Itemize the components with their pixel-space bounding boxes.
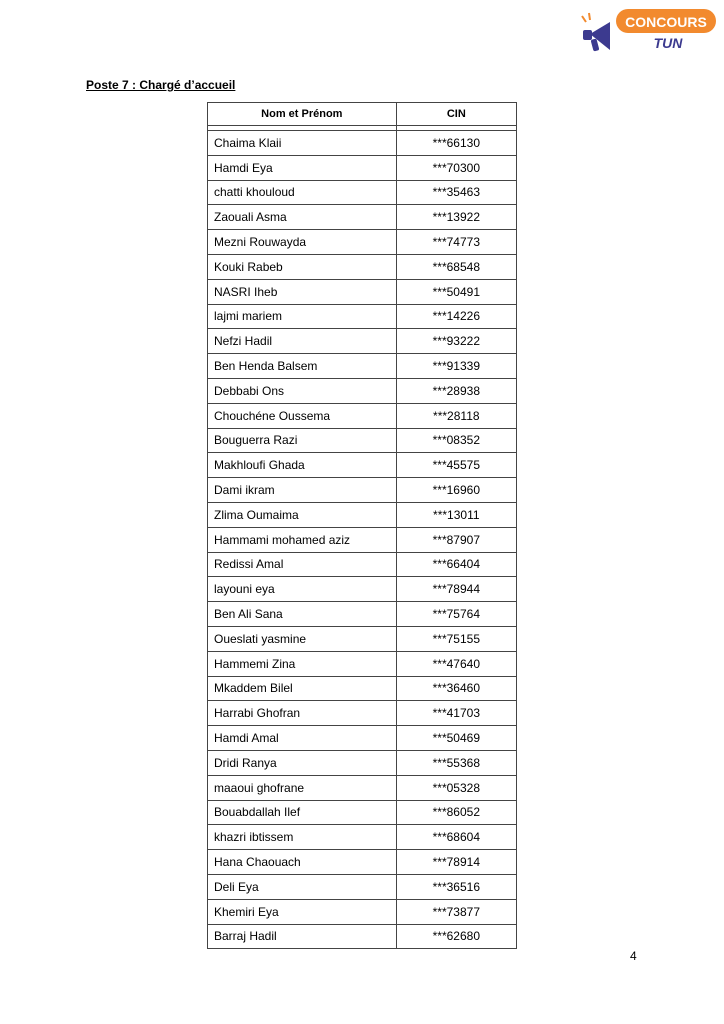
table-row — [208, 378, 517, 403]
row-name: Hamdi Amal — [208, 726, 397, 751]
row-cin: ***75155 — [396, 626, 516, 651]
row-cin: ***78914 — [396, 850, 516, 875]
table-row — [208, 230, 517, 255]
table-row — [208, 899, 517, 924]
row-cin: ***68604 — [396, 825, 516, 850]
table-row — [208, 478, 517, 503]
row-name: Bouabdallah Ilef — [208, 800, 397, 825]
row-name: lajmi mariem — [208, 304, 397, 329]
table-row — [208, 651, 517, 676]
row-cin: ***68548 — [396, 254, 516, 279]
table-row — [208, 750, 517, 775]
row-cin: ***13922 — [396, 205, 516, 230]
table-row — [208, 131, 517, 156]
row-name: Nefzi Hadil — [208, 329, 397, 354]
table-row — [208, 874, 517, 899]
row-name: Debbabi Ons — [208, 378, 397, 403]
row-name: layouni eya — [208, 577, 397, 602]
row-name: Chaima Klaii — [208, 131, 397, 156]
table-row — [208, 180, 517, 205]
row-name: Dami ikram — [208, 478, 397, 503]
row-cin: ***50491 — [396, 279, 516, 304]
table-row — [208, 726, 517, 751]
row-name: Khemiri Eya — [208, 899, 397, 924]
row-cin: ***66404 — [396, 552, 516, 577]
row-name: Barraj Hadil — [208, 924, 397, 949]
table-row — [208, 428, 517, 453]
row-name: Hammami mohamed aziz — [208, 527, 397, 552]
row-name: Oueslati yasmine — [208, 626, 397, 651]
row-cin: ***35463 — [396, 180, 516, 205]
table-row — [208, 676, 517, 701]
row-name: Deli Eya — [208, 874, 397, 899]
table-row — [208, 924, 517, 949]
row-name: Ben Henda Balsem — [208, 354, 397, 379]
table-row — [208, 205, 517, 230]
row-name: Hamdi Eya — [208, 155, 397, 180]
row-cin: ***55368 — [396, 750, 516, 775]
row-name: Ben Ali Sana — [208, 602, 397, 627]
row-name: chatti khouloud — [208, 180, 397, 205]
row-cin: ***50469 — [396, 726, 516, 751]
candidates-table — [207, 102, 517, 949]
section-title: Poste 7 : Chargé d’accueil — [86, 78, 236, 92]
row-cin: ***28938 — [396, 378, 516, 403]
table-row — [208, 304, 517, 329]
row-name: Mezni Rouwayda — [208, 230, 397, 255]
row-name: Hammemi Zina — [208, 651, 397, 676]
table-row — [208, 502, 517, 527]
row-cin: ***86052 — [396, 800, 516, 825]
row-cin: ***36460 — [396, 676, 516, 701]
row-cin: ***16960 — [396, 478, 516, 503]
table-row — [208, 527, 517, 552]
table-row — [208, 552, 517, 577]
page-number: 4 — [630, 949, 637, 963]
table-row — [208, 850, 517, 875]
table-row — [208, 155, 517, 180]
table-row — [208, 403, 517, 428]
row-name: Dridi Ranya — [208, 750, 397, 775]
row-cin: ***47640 — [396, 651, 516, 676]
row-cin: ***05328 — [396, 775, 516, 800]
logo-line2: TUN — [653, 35, 683, 51]
row-cin: ***66130 — [396, 131, 516, 156]
table-row — [208, 577, 517, 602]
row-name: Mkaddem Bilel — [208, 676, 397, 701]
row-name: Zlima Oumaima — [208, 502, 397, 527]
row-cin: ***87907 — [396, 527, 516, 552]
table-row — [208, 602, 517, 627]
row-cin: ***45575 — [396, 453, 516, 478]
table-row — [208, 279, 517, 304]
row-cin: ***36516 — [396, 874, 516, 899]
table-row — [208, 354, 517, 379]
row-cin: ***28118 — [396, 403, 516, 428]
row-cin: ***13011 — [396, 502, 516, 527]
row-name: Bouguerra Razi — [208, 428, 397, 453]
row-cin: ***91339 — [396, 354, 516, 379]
row-name: Makhloufi Ghada — [208, 453, 397, 478]
table-row — [208, 254, 517, 279]
row-name: Redissi Amal — [208, 552, 397, 577]
row-cin: ***70300 — [396, 155, 516, 180]
row-cin: ***08352 — [396, 428, 516, 453]
concours-tun-logo — [580, 6, 720, 62]
row-cin: ***73877 — [396, 899, 516, 924]
row-cin: ***93222 — [396, 329, 516, 354]
row-cin: ***62680 — [396, 924, 516, 949]
table-row — [208, 453, 517, 478]
row-name: maaoui ghofrane — [208, 775, 397, 800]
row-name: Harrabi Ghofran — [208, 701, 397, 726]
header-cin: CIN — [396, 103, 516, 126]
row-name: NASRI Iheb — [208, 279, 397, 304]
table-row — [208, 701, 517, 726]
header-name: Nom et Prénom — [208, 103, 397, 126]
row-cin: ***75764 — [396, 602, 516, 627]
table-row — [208, 800, 517, 825]
table-row — [208, 825, 517, 850]
logo-line1: CONCOURS — [625, 14, 707, 30]
row-name: Hana Chaouach — [208, 850, 397, 875]
row-cin: ***74773 — [396, 230, 516, 255]
row-cin: ***14226 — [396, 304, 516, 329]
row-name: Kouki Rabeb — [208, 254, 397, 279]
row-cin: ***78944 — [396, 577, 516, 602]
table-header-row — [208, 103, 517, 126]
row-name: Zaouali Asma — [208, 205, 397, 230]
row-name: khazri ibtissem — [208, 825, 397, 850]
megaphone-icon — [582, 13, 610, 52]
table-row — [208, 626, 517, 651]
table-row — [208, 775, 517, 800]
row-name: Chouchéne Oussema — [208, 403, 397, 428]
table-row — [208, 329, 517, 354]
row-cin: ***41703 — [396, 701, 516, 726]
